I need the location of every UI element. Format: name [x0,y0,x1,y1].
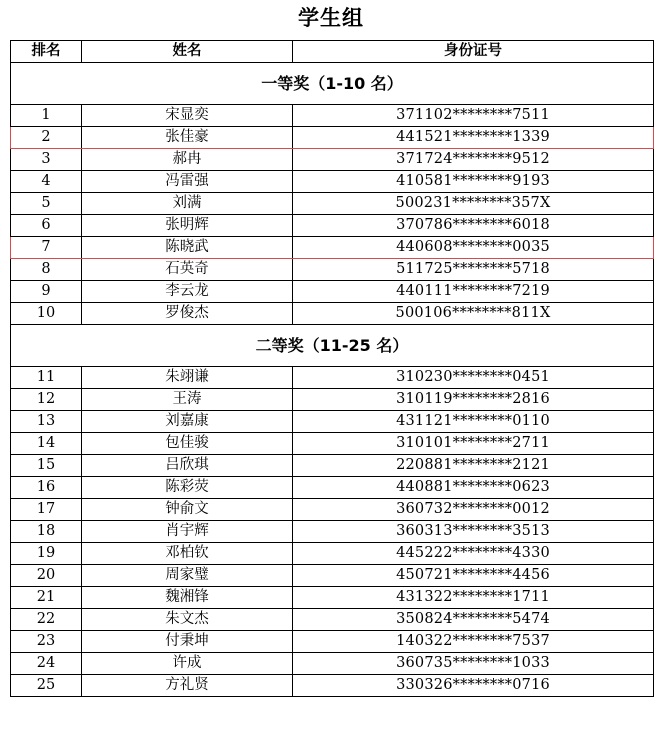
table-row [11,127,654,149]
id-cell: 441521********1339 [293,127,654,149]
table-row [11,587,654,609]
table-row [11,259,654,281]
table-row [11,215,654,237]
name-cell: 朱翊谦 [82,367,293,389]
table-row [11,389,654,411]
rank-cell: 14 [11,433,82,455]
table-row [11,411,654,433]
name-cell: 王涛 [82,389,293,411]
rank-cell: 16 [11,477,82,499]
id-cell: 310119********2816 [293,389,654,411]
rank-cell: 11 [11,367,82,389]
rank-cell: 4 [11,171,82,193]
table-row [11,193,654,215]
rank-cell: 2 [11,127,82,149]
rank-cell: 13 [11,411,82,433]
awards-table [10,40,654,697]
id-cell: 310101********2711 [293,433,654,455]
table-row [11,171,654,193]
rank-cell: 12 [11,389,82,411]
name-cell: 许成 [82,653,293,675]
name-cell: 冯雷强 [82,171,293,193]
name-cell: 陈晓武 [82,237,293,259]
table-row [11,565,654,587]
id-cell: 500231********357X [293,193,654,215]
table-row [11,237,654,259]
id-cell: 220881********2121 [293,455,654,477]
name-cell: 刘嘉康 [82,411,293,433]
table-row [11,455,654,477]
id-cell: 360732********0012 [293,499,654,521]
section-row [11,63,654,105]
name-cell: 朱文杰 [82,609,293,631]
name-cell: 邓柏钦 [82,543,293,565]
id-cell: 310230********0451 [293,367,654,389]
rank-cell: 5 [11,193,82,215]
rank-cell: 10 [11,303,82,325]
rank-cell: 3 [11,149,82,171]
name-cell: 吕欣琪 [82,455,293,477]
name-cell: 包佳骏 [82,433,293,455]
name-cell: 方礼贤 [82,675,293,697]
table-row [11,477,654,499]
table-body [11,63,654,697]
name-cell: 张明辉 [82,215,293,237]
id-cell: 445222********4330 [293,543,654,565]
id-cell: 431121********0110 [293,411,654,433]
rank-cell: 1 [11,105,82,127]
name-cell: 刘满 [82,193,293,215]
rank-cell: 25 [11,675,82,697]
rank-cell: 20 [11,565,82,587]
id-cell: 330326********0716 [293,675,654,697]
rank-cell: 19 [11,543,82,565]
id-cell: 440608********0035 [293,237,654,259]
name-cell: 付秉坤 [82,631,293,653]
id-cell: 440111********7219 [293,281,654,303]
name-cell: 张佳豪 [82,127,293,149]
id-cell: 140322********7537 [293,631,654,653]
rank-cell: 6 [11,215,82,237]
id-cell: 371102********7511 [293,105,654,127]
page-title: 学生组 [298,6,364,30]
header-rank: 排名 [11,41,82,63]
table-row [11,543,654,565]
name-cell: 郝冉 [82,149,293,171]
name-cell: 陈彩荧 [82,477,293,499]
id-cell: 500106********811X [293,303,654,325]
rank-cell: 8 [11,259,82,281]
table-row [11,433,654,455]
table-row [11,367,654,389]
table-row [11,609,654,631]
rank-cell: 22 [11,609,82,631]
name-cell: 罗俊杰 [82,303,293,325]
rank-cell: 17 [11,499,82,521]
rank-cell: 24 [11,653,82,675]
header-name: 姓名 [82,41,293,63]
rank-cell: 9 [11,281,82,303]
id-cell: 431322********1711 [293,587,654,609]
name-cell: 魏湘锋 [82,587,293,609]
table-row [11,653,654,675]
name-cell: 周家璧 [82,565,293,587]
name-cell: 肖宇辉 [82,521,293,543]
id-cell: 350824********5474 [293,609,654,631]
table-row [11,521,654,543]
id-cell: 360735********1033 [293,653,654,675]
rank-cell: 15 [11,455,82,477]
rank-cell: 21 [11,587,82,609]
table-row [11,149,654,171]
id-cell: 511725********5718 [293,259,654,281]
rank-cell: 7 [11,237,82,259]
table-row [11,281,654,303]
rank-cell: 18 [11,521,82,543]
section-label: 一等奖（1-10 名） [11,63,654,105]
name-cell: 钟俞文 [82,499,293,521]
table-row [11,499,654,521]
rank-cell: 23 [11,631,82,653]
name-cell: 宋显奕 [82,105,293,127]
id-cell: 360313********3513 [293,521,654,543]
table-row [11,675,654,697]
id-cell: 440881********0623 [293,477,654,499]
table-row [11,303,654,325]
id-cell: 370786********6018 [293,215,654,237]
name-cell: 李云龙 [82,281,293,303]
id-cell: 450721********4456 [293,565,654,587]
section-label: 二等奖（11-25 名） [11,325,654,367]
table-header-row [11,41,654,63]
header-id: 身份证号 [293,41,654,63]
name-cell: 石英奇 [82,259,293,281]
table-row [11,105,654,127]
id-cell: 371724********9512 [293,149,654,171]
table-row [11,631,654,653]
id-cell: 410581********9193 [293,171,654,193]
section-row [11,325,654,367]
